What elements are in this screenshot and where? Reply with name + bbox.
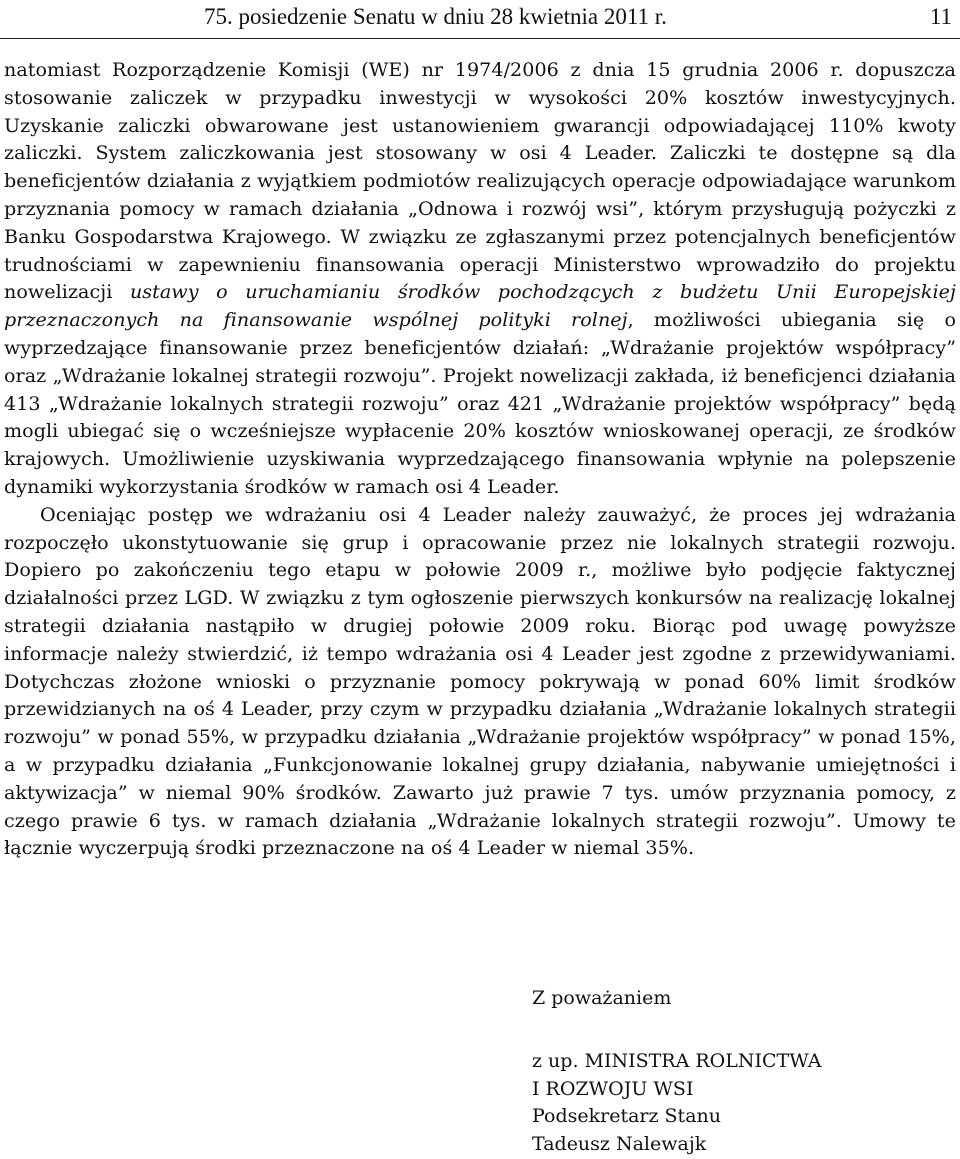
page-number: 11 (929, 4, 952, 29)
signatory-position: Podsekretarz Stanu (532, 1105, 721, 1128)
closing-salutation: Z poważaniem (532, 987, 672, 1009)
signatory-authority-line-1: z up. MINISTRA ROLNICTWA (532, 1049, 822, 1072)
signatory-authority-line-2: I ROZWOJU WSI (532, 1077, 694, 1100)
paragraph-1-text-a: natomiast Rozporządzenie Komisji (WE) nr 1974/2006 z dnia 15 grudnia 2006 r. dopuszcza stosowanie zaliczek w przypadku inwestycji w wysokości 20% kosztów inwestycyjnych. Uzyskanie zaliczki obwarowane jest ustanowieniem gwarancji odpowiadającej 110% kwoty zaliczki. System zaliczkowania jest stosowany w osi 4 Leader. Zaliczki te dostępne są dla beneficjentów działania z wyjątkiem podmiotów realizujących operacje odpowiadające warunkom przyznania pomocy w ramach działania „Odnowa i rozwój wsi”, którym przysługują pożyczki z Banku Gospodarstwa Krajowego. W związku ze zgłaszanymi przez potencjalnych beneficjentów trudnościami w zapewnieniu finansowania operacji Ministerstwo wprowadziło do projektu nowelizacji (4, 58, 956, 304)
paragraph-2: Oceniając postęp we wdrażaniu osi 4 Leader należy zauważyć, że proces jej wdrażania rozpoczęło ukonstytuowanie się grup i opracowanie przez nie lokalnych strategii rozwoju. Dopiero po zakończeniu tego etapu w połowie 2009 r., możliwe było podjęcie faktycznej działalności przez LGD. W związku z tym ogłoszenie pierwszych konkursów na realizację lokalnej strategii działania nastąpiło w drugiej połowie 2009 roku. Biorąc pod uwagę powyższe informacje należy stwierdzić, iż tempo wdrażania osi 4 Leader jest zgodne z przewidywaniami. Dotychczas złożone wnioski o przyznanie pomocy pokrywają w ponad 60% limit środków przewidzianych na oś 4 Leader, przy czym w przypadku działania „Wdrażanie lokalnych strategii rozwoju” w ponad 55%, w przypadku działania „Wdrażanie projektów współpracy” w ponad 15%, a w przypadku działania „Funkcjonowanie lokalnej grupy działania, nabywanie umiejętności i aktywizacja” w niemal 90% środków. Zawarto już prawie 7 tys. umów przyznania pomocy, z czego prawie 6 tys. w ramach działania „Wdrażanie lokalnych strategii rozwoju”. Umowy te łącznie wyczerpują środki przeznaczone na oś 4 Leader w niemal 35%. (4, 502, 956, 860)
running-header (0, 0, 960, 39)
header-title: 75. posiedzenie Senatu w dniu 28 kwietnia 2011 r. (204, 4, 667, 29)
signature-block (532, 985, 822, 1159)
paragraph-1-text-b: , możliwości ubiegania się o wyprzedzające finansowanie przez beneficjentów działań: „Wdrażanie projektów współpracy” oraz „Wdrażanie lokalnej strategii rozwoju”. Projekt nowelizacji zakłada, iż beneficjenci działania 413 „Wdrażanie lokalnych strategii rozwoju” oraz 421 „Wdrażanie projektów współpracy” będą mogli ubiegać się o wcześniejsze wypłacenie 20% kosztów wnioskowanej operacji, ze środków krajowych. Umożliwienie uzyskiwania wyprzedzającego finansowania wpłynie na polepszenie dynamiki wykorzystania środków w ramach osi 4 Leader. (4, 308, 956, 498)
statute-title-italic: ustawy o uruchamianiu środków pochodzących z budżetu Unii Europejskiej przeznaczonych na finansowanie wspólnej polityki rolnej (4, 280, 956, 332)
paragraph-1 (4, 56, 956, 501)
signatory-name: Tadeusz Nalewajk (532, 1133, 707, 1156)
letter-body (4, 56, 956, 862)
